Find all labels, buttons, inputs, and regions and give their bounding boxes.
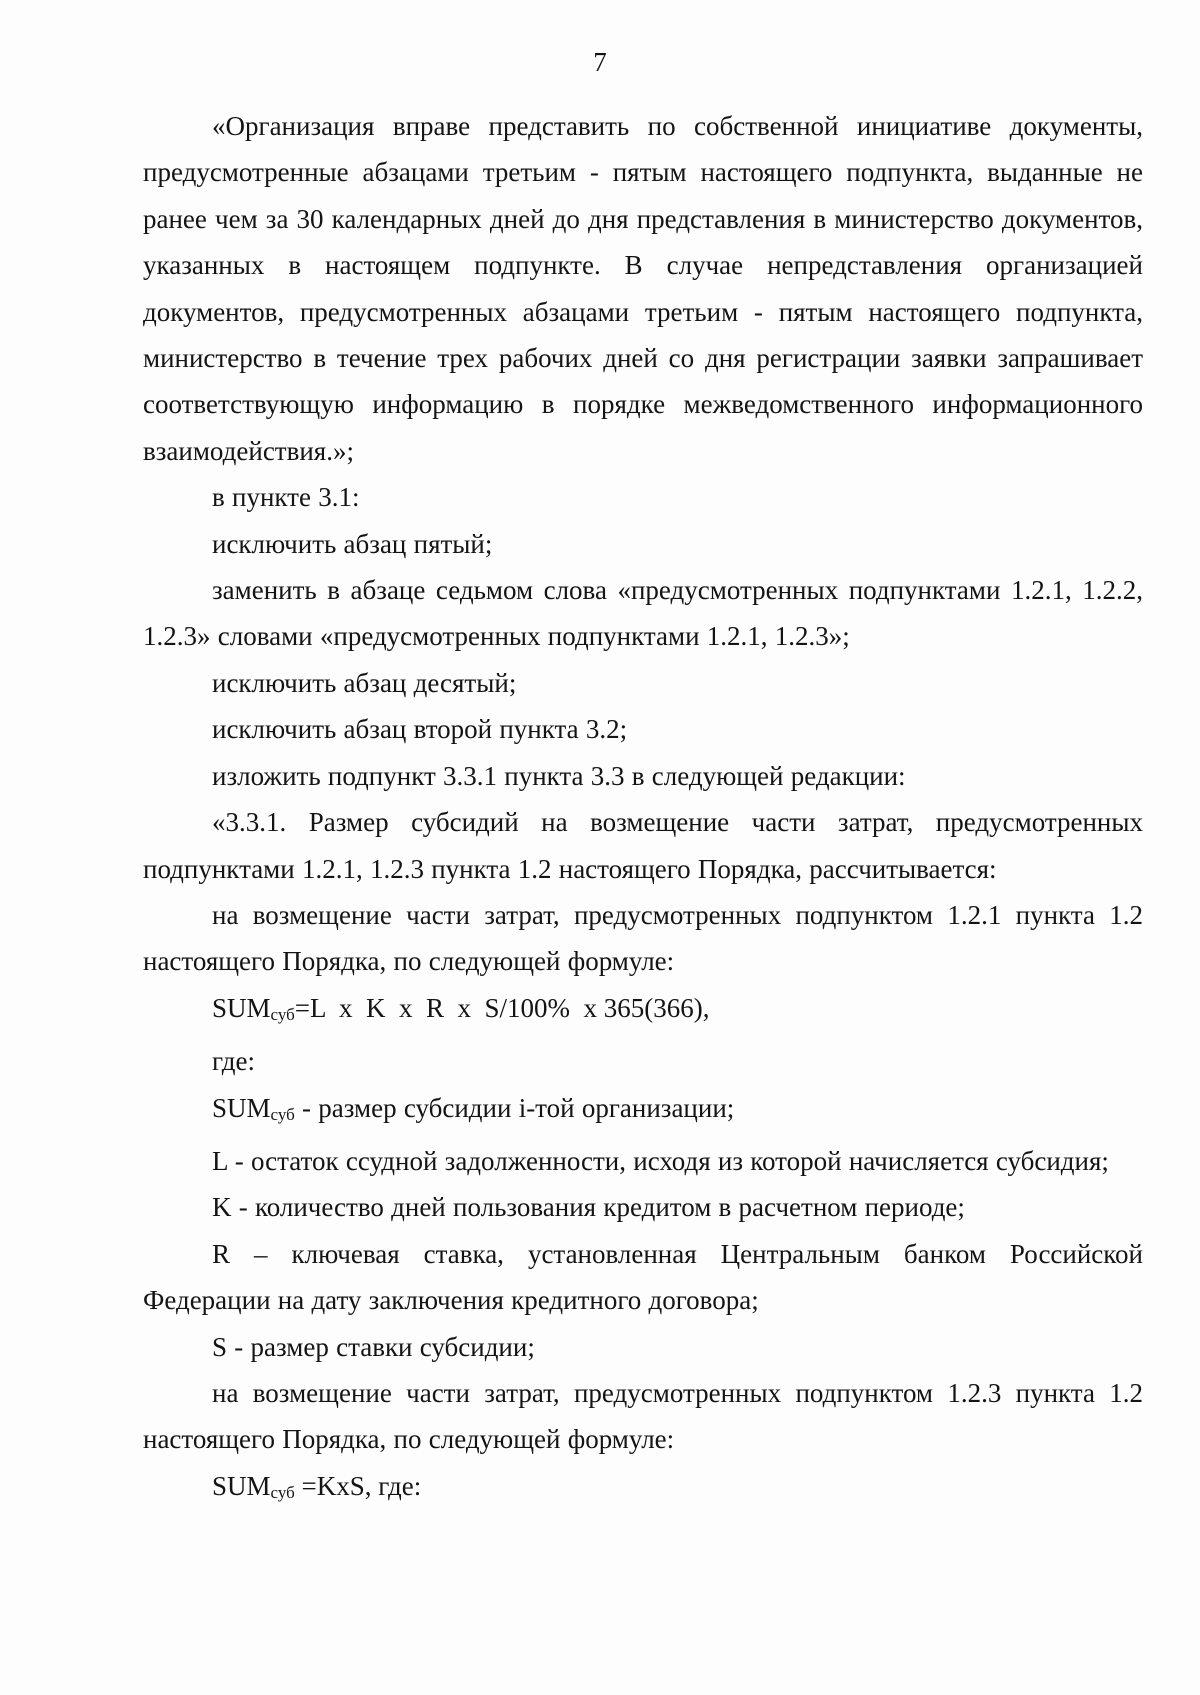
formula-1-body: =L x K x R x S/100% x 365(366), [294,992,710,1023]
paragraph-exclude-second-3-2: исключить абзац второй пункта 3.2; [212,714,628,745]
document-body [143,103,1143,1516]
definition-s: S - размер ставки субсидии; [212,1331,535,1362]
paragraph-exclude-fifth: исключить абзац пятый; [212,528,493,559]
definition-sum-text: - размер субсидии i-той организации; [294,1092,735,1123]
paragraph-replace-words: заменить в абзаце седьмом слова «предусмотренных подпунктами 1.2.1, 1.2.2, 1.2.3» словами «предусмотренных подпунктами 1.2.1, 1.2.3»; [143,575,1143,652]
where-label: где: [212,1046,255,1077]
definition-l: L - остаток ссудной задолженности, исходя из которой начисляется субсидия; [212,1145,1109,1176]
formula-2-subscript: суб [270,1482,295,1502]
formula-subsidy-1 [143,985,1143,1038]
definition-k: K - количество дней пользования кредитом в расчетном периоде; [212,1192,965,1223]
formula-1-subscript: суб [270,1004,295,1024]
paragraph-exclude-tenth: исключить абзац десятый; [212,667,517,698]
formula-1-prefix: SUM [212,992,271,1023]
paragraph-initiative: «Организация вправе представить по собственной инициативе документы, предусмотренные абзацами третьим - пятым настоящего подпункта, выданные не ранее чем за 30 календарных дней до дня представления в министерство документов, указанных в настоящем подпункте. В случае непредставления организацией документов, предусмотренных абзацами третьим - пятым настоящего подпункта, министерство в течение трех рабочих дней со дня регистрации заявки запрашивает соответствующую информацию в порядке межведомственного информационного взаимодействия.»; [143,111,1143,466]
definition-sum-prefix: SUM [212,1092,271,1123]
paragraph-formula-intro-1: на возмещение части затрат, предусмотренных подпунктом 1.2.1 пункта 1.2 настоящего Порядка, по следующей формуле: [143,899,1143,977]
definition-r: R – ключевая ставка, установленная Центральным банком Российской Федерации на дату заключения кредитного договора; [143,1238,1143,1316]
formula-2-prefix: SUM [212,1470,271,1501]
paragraph-point-3-1: в пункте 3.1: [212,482,360,513]
page-number: 7 [593,47,607,77]
paragraph-new-wording: изложить подпункт 3.3.1 пункта 3.3 в следующей редакции: [212,760,906,791]
definition-sum [143,1085,1143,1138]
definition-sum-subscript: суб [270,1104,295,1124]
formula-2-body: =KxS, где: [294,1470,422,1501]
paragraph-formula-intro-2: на возмещение части затрат, предусмотренных подпунктом 1.2.3 пункта 1.2 настоящего Порядка, по следующей формуле: [143,1377,1143,1455]
paragraph-subsidy-size: «3.3.1. Размер субсидий на возмещение части затрат, предусмотренных подпунктами 1.2.1, 1.2.3 пункта 1.2 настоящего Порядка, рассчитывается: [143,807,1143,884]
formula-subsidy-2 [143,1463,1143,1516]
